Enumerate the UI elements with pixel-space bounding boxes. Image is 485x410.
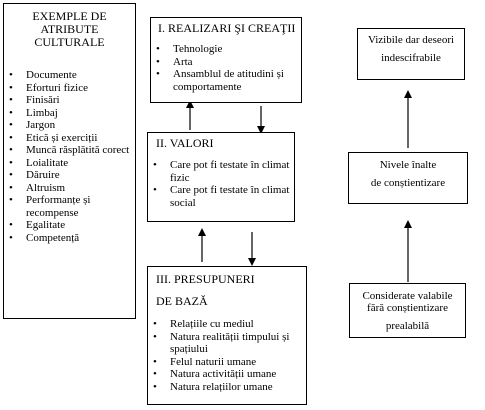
presupuneri-title — [156, 273, 306, 308]
presupuneri-box — [147, 266, 307, 405]
box-line: Considerate valabile — [362, 290, 453, 302]
list-item: • Finisări — [9, 94, 60, 106]
list-item: • Dăruire — [9, 169, 60, 181]
valori-title: II. VALORI — [156, 136, 214, 150]
bullet-icon: • — [9, 144, 13, 156]
bullet-icon: • — [156, 43, 160, 55]
title-line: EXEMPLE DE — [32, 9, 107, 23]
bullet-icon: • — [156, 68, 160, 80]
bullet-icon: • — [153, 355, 157, 368]
box-line: prealabilă — [385, 320, 430, 332]
list-item: • Muncă răsplătită corect — [9, 144, 130, 156]
bullet-icon: • — [9, 194, 13, 206]
bullet-icon: • — [9, 181, 13, 194]
title-line: DE BAZĂ — [156, 294, 208, 308]
visible-level-box — [357, 28, 465, 80]
list-item: • Documente — [9, 69, 77, 81]
list-item: • Etică și exerciții — [9, 131, 98, 144]
bullet-icon: • — [153, 159, 157, 171]
list-item: • Arta — [156, 55, 193, 68]
bullet-icon: • — [156, 55, 160, 68]
awareness-level-box — [348, 152, 468, 204]
bullet-icon: • — [9, 119, 13, 131]
cultural-attributes-box — [3, 3, 136, 319]
list-item: • Egalitate — [9, 219, 66, 231]
bullet-icon: • — [153, 184, 157, 196]
list-item: • Natura realității timpului și spațiului — [153, 330, 290, 355]
bullet-icon: • — [153, 380, 157, 393]
list-item: • Felul naturii umane — [153, 355, 257, 368]
title-line: CULTURALE — [34, 35, 105, 49]
list-item: • Loialitate — [9, 156, 69, 169]
list-item: • Natura relațiilor umane — [153, 380, 273, 393]
bullet-icon: • — [153, 368, 157, 380]
title-line: III. PRESUPUNERI — [156, 272, 255, 286]
box-line: Nivele înalte — [379, 159, 437, 171]
list-item: • Relațiile cu mediul — [153, 318, 254, 330]
title-line: ATRIBUTE — [40, 22, 99, 36]
bullet-icon: • — [9, 131, 13, 144]
realizari-box — [150, 17, 302, 103]
bullet-icon: • — [9, 81, 13, 94]
list-item: • Jargon — [9, 119, 56, 131]
list-item: • Limbaj — [9, 106, 58, 119]
bullet-icon: • — [9, 106, 13, 119]
bullet-icon: • — [9, 94, 13, 106]
list-item: • Eforturi fizice — [9, 81, 88, 94]
valori-list — [148, 159, 294, 209]
list-item: • Care pot fi testate în climat social — [153, 184, 290, 209]
bullet-icon: • — [153, 330, 157, 343]
list-item: • Performanțe și recompense — [9, 194, 91, 219]
bullet-icon: • — [153, 318, 157, 330]
list-item: • Tehnologie — [156, 43, 223, 55]
assumed-level-box — [349, 283, 466, 338]
realizari-title: I. REALIZARI ŞI CREAŢII — [158, 21, 296, 35]
list-item: • Care pot fi testate în climat fizic — [153, 159, 290, 184]
cultural-attributes-list — [4, 69, 135, 244]
list-item: • Altruism — [9, 181, 66, 194]
list-item: • Ansamblul de atitudini și comportamente — [156, 68, 284, 93]
realizari-list — [151, 43, 301, 93]
cultural-attributes-title — [4, 10, 135, 49]
list-item: • Natura activității umane — [153, 368, 277, 380]
bullet-icon: • — [9, 219, 13, 231]
bullet-icon: • — [9, 69, 13, 81]
box-line: Vizibile dar deseori — [367, 34, 455, 46]
box-line: fără conștientizare — [367, 302, 448, 314]
list-item: • Competență — [9, 231, 80, 244]
presupuneri-list — [148, 318, 306, 393]
bullet-icon: • — [9, 231, 13, 244]
box-line: indescifrabile — [381, 52, 441, 64]
box-line: de conștientizare — [370, 177, 446, 189]
bullet-icon: • — [9, 169, 13, 181]
bullet-icon: • — [9, 156, 13, 169]
valori-box — [147, 132, 295, 222]
